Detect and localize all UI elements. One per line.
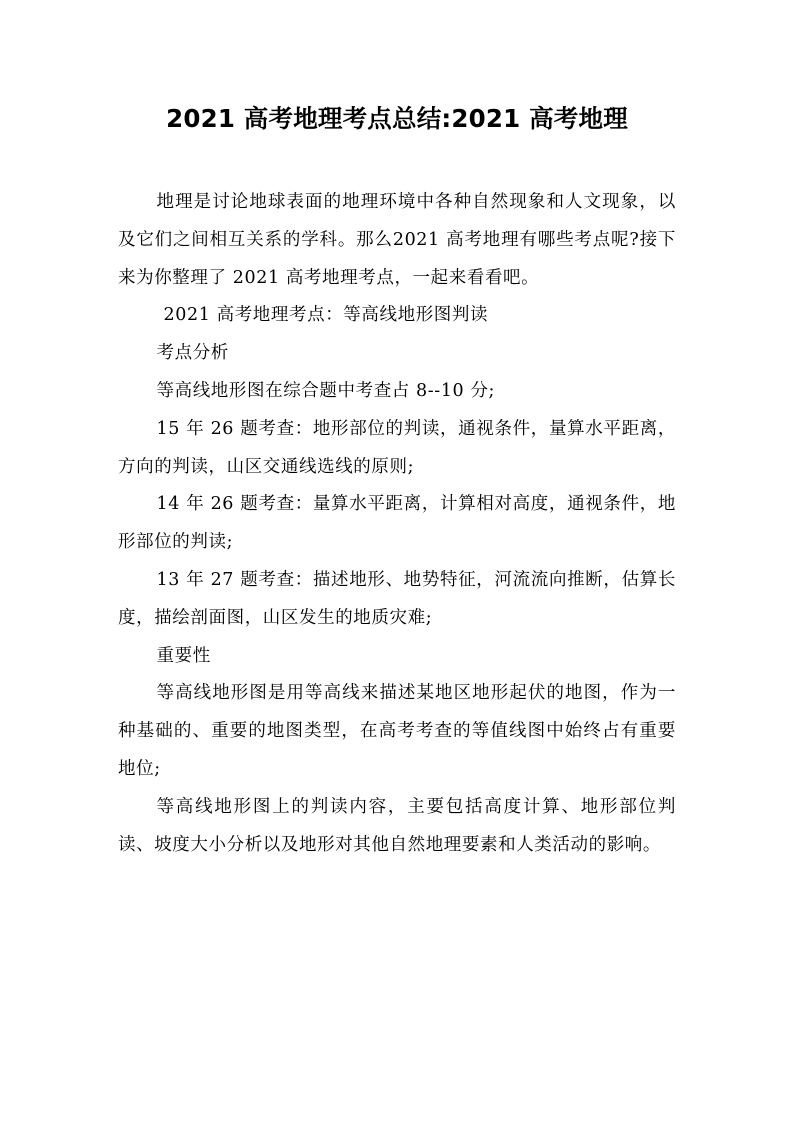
intro-paragraph: 地理是讨论地球表面的地理环境中各种自然现象和人文现象，以及它们之间相互关系的学科。那么2021 高考地理有哪些考点呢?接下来为你整理了 2021 高考地理考点，一起来看看吧。 — [118, 192, 676, 288]
subheading-analysis: 考点分析 — [156, 343, 229, 364]
subheading-importance: 重要性 — [156, 645, 211, 666]
content-paragraph: 等高线地形图上的判读内容，主要包括高度计算、地形部位判读、坡度大小分析以及地形对其他自然地理要素和人类活动的影响。 — [118, 796, 676, 855]
year-2014-paragraph: 14 年 26 题考查：量算水平距离，计算相对高度，通视条件，地形部位的判读; — [118, 494, 676, 553]
document-body — [118, 184, 676, 864]
section-heading: 2021 高考地理考点：等高线地形图判读 — [163, 305, 489, 326]
score-paragraph: 等高线地形图在综合题中考查占 8--10 分; — [156, 380, 496, 401]
document-title: 2021 高考地理考点总结:2021 高考地理 — [166, 104, 628, 133]
definition-paragraph: 等高线地形图是用等高线来描述某地区地形起伏的地图，作为一种基础的、重要的地图类型，在高考考查的等值线图中始终占有重要地位; — [118, 683, 676, 779]
year-2015-paragraph: 15 年 26 题考查：地形部位的判读，通视条件，量算水平距离，方向的判读，山区交通线选线的原则; — [118, 418, 676, 477]
year-2013-paragraph: 13 年 27 题考查：描述地形、地势特征，河流流向推断，估算长度，描绘剖面图，山区发生的地质灾难; — [118, 569, 676, 628]
